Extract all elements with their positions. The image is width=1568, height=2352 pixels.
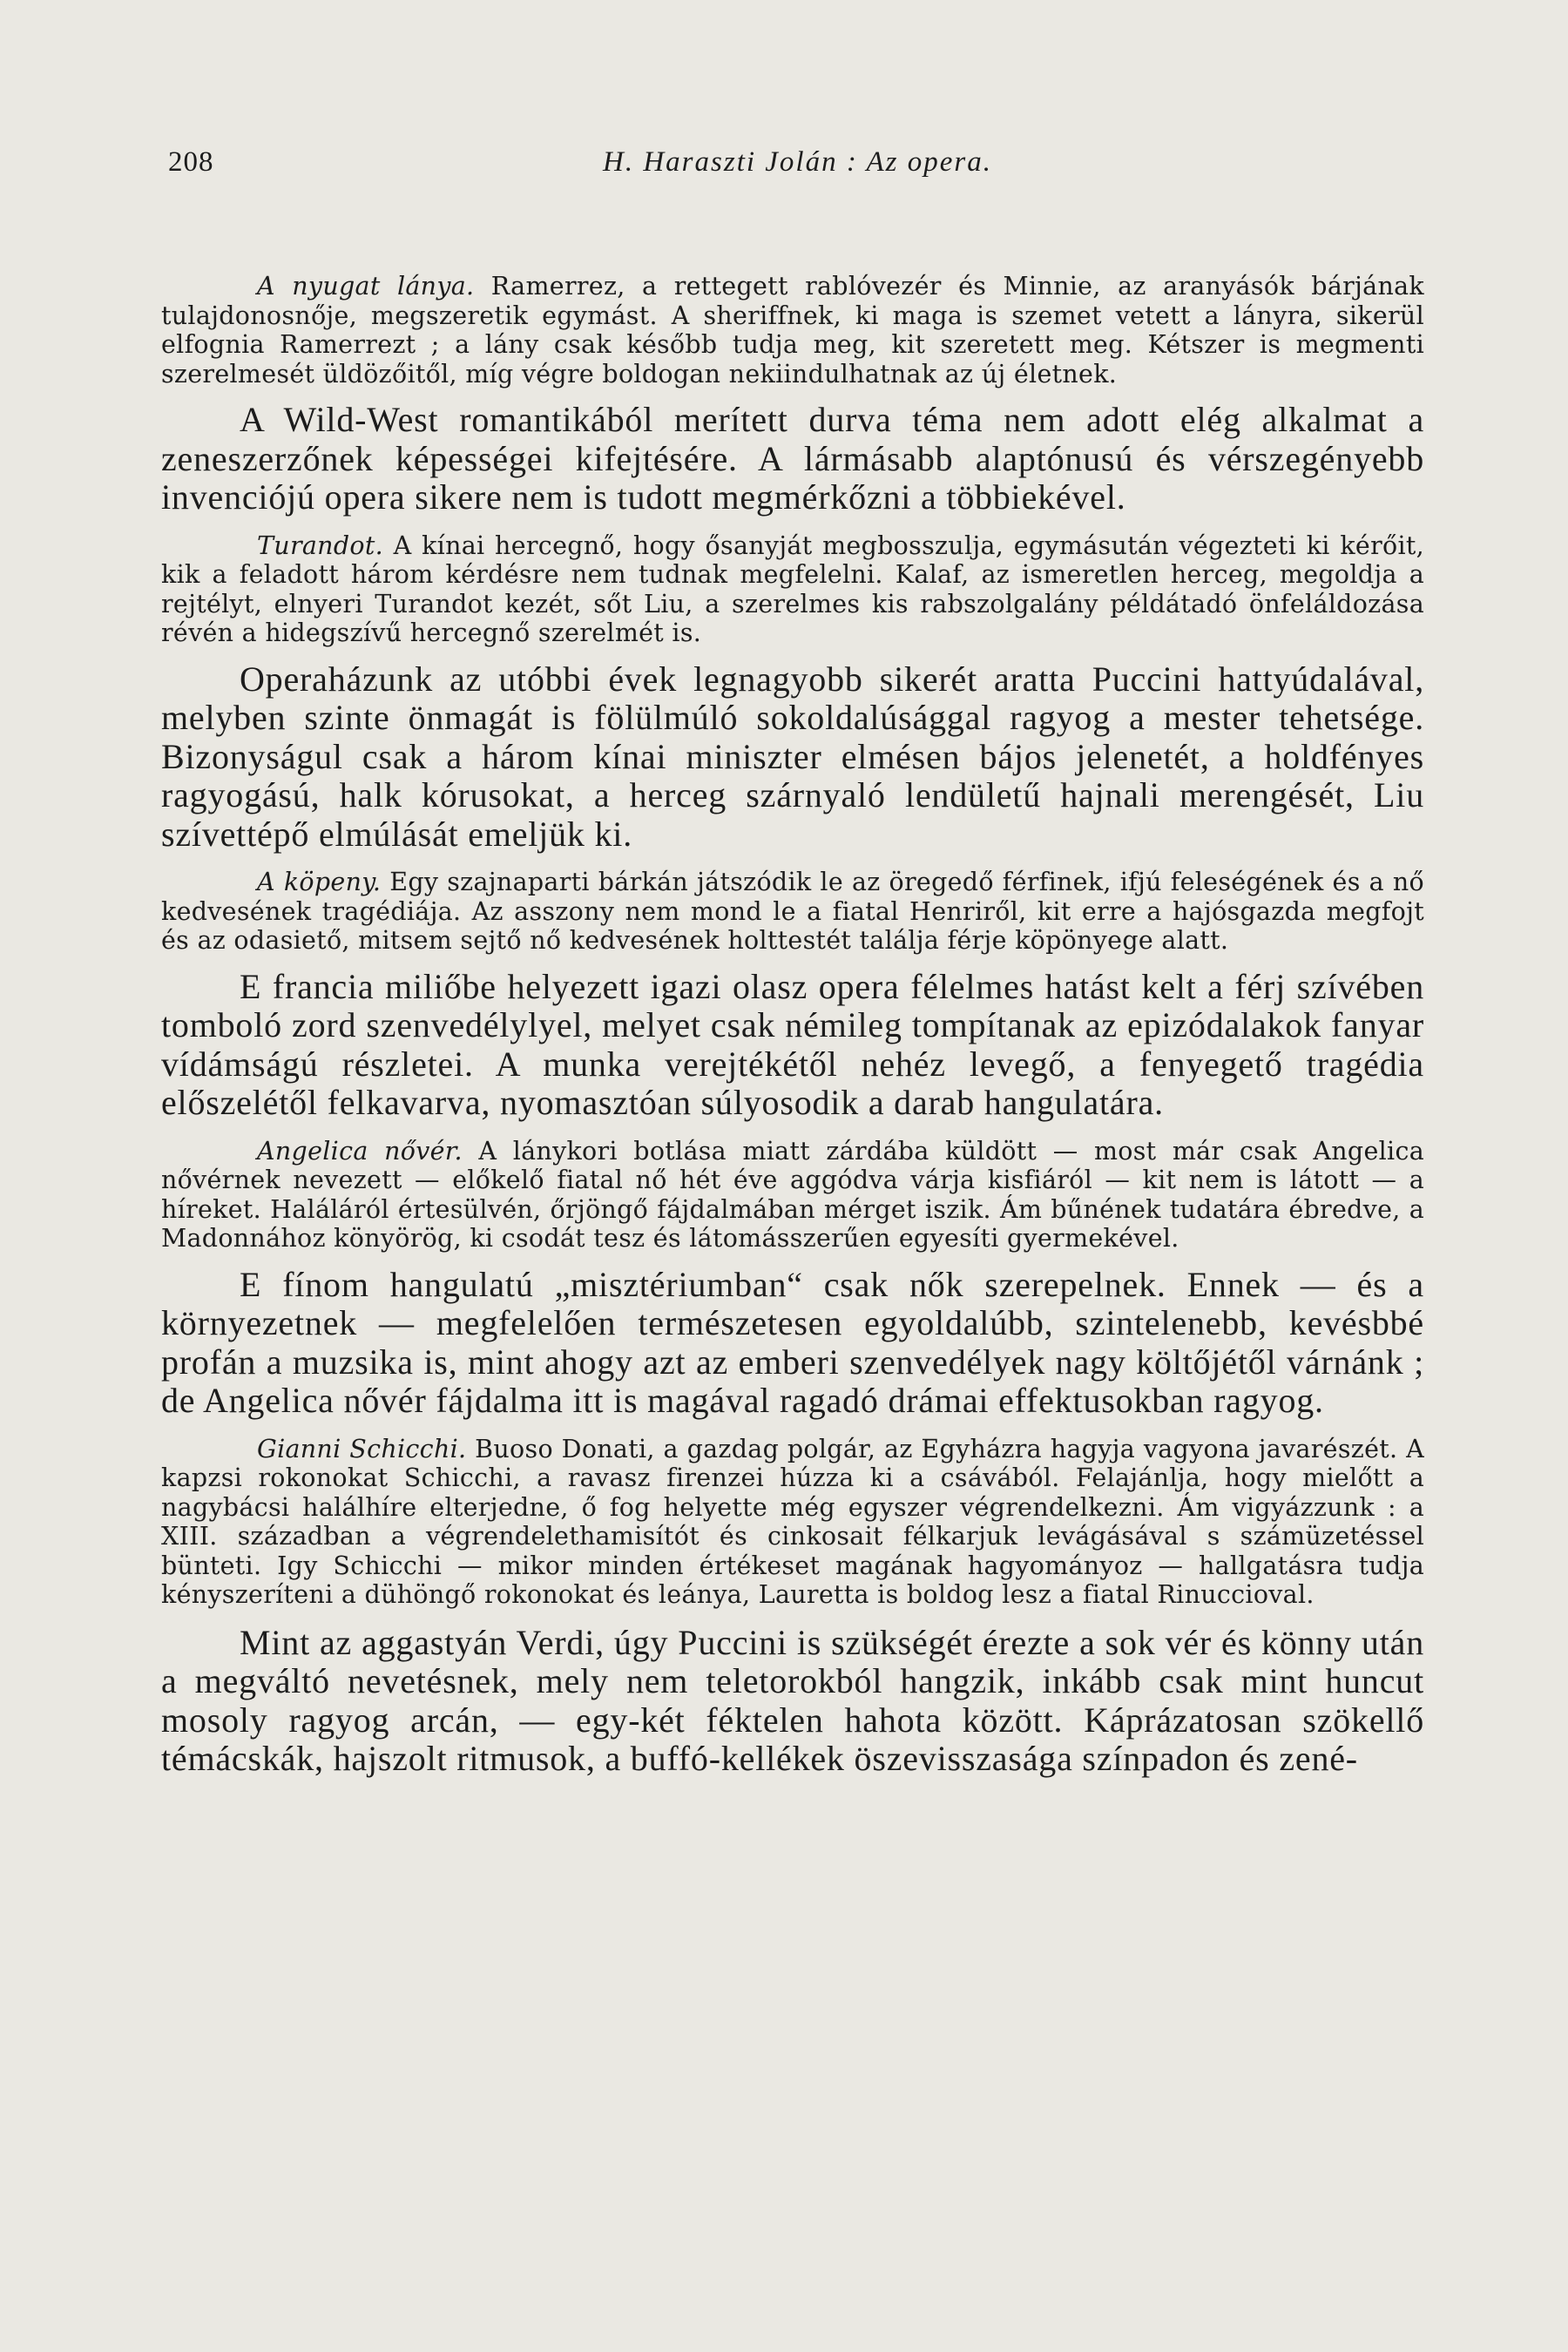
body-paragraph: A Wild-West romantikából merített durva téma nem adott elég alkalmat a zeneszerzőnek képességei kifejtésére. A lármásabb alaptónusú és vérszegényebb invenciójú opera sikere nem is tudott megmérkőzni a többiekével. (161, 400, 1424, 517)
body-paragraph: Mint az aggastyán Verdi, úgy Puccini is szükségét érezte a sok vér és könny után a megváltó nevetésnek, mely nem teletorokból hangzik, inkább csak mint huncut mosoly ragyog arcán, — egy-két féktelen hahota között. Káprázatosan szökellő témácskák, hajszolt ritmusok, a buffó-kellékek öszevisszasága színpadon és zené- (161, 1622, 1424, 1778)
opera-title: A köpeny. (257, 868, 382, 896)
running-title: H. Haraszti Jolán : Az opera. (603, 146, 992, 178)
synopsis-text: A lánykori botlása miatt zárdába küldött — most már csak Angelica nővérnek nevezett — előkelő fiatal nő hét éve aggódva várja kisfiáról — kit nem is látott — a híreket. Haláláról értesülvén, őrjöngő fájdalmában mérget iszik. Ám bűnének tudatára ébredve, a Madonnához könyörög, ki csodát tesz és látomásszerűen egyesíti gyermekével. (161, 1136, 1424, 1253)
synopsis-text: Ramerrez, a rettegett rablóvezér és Minnie, az aranyásók bárjának tulajdonosnője, megszeretik egymást. A sheriffnek, ki maga is szemet vetett a lányra, sikerül elfognia Ramerrezt ; a lány csak később tudja meg, kit szeretett meg. Kétszer is megmenti szerelmesét üldözőitől, míg végre boldogan nekiindulhatnak az új életnek. (161, 272, 1424, 389)
synopsis-paragraph (161, 272, 1424, 389)
synopsis-text: A kínai hercegnő, hogy ősanyját megbosszulja, egymásután végezteti ki kérőit, kik a feladott három kérdésre nem tudnak megfelelni. Kalaf, az ismeretlen herceg, megoldja a rejtélyt, elnyeri Turandot kezét, sőt Liu, a szerelmes kis rabszolgalány példátadó önfeláldozása révén a hidegszívű hercegnő szerelmét is. (161, 531, 1424, 647)
page-content (161, 272, 1424, 1779)
synopsis-paragraph (161, 531, 1424, 648)
opera-title: Angelica nővér. (257, 1136, 463, 1166)
body-paragraph: E fínom hangulatú „misztériumban“ csak nők szerepelnek. Ennek — és a környezetnek — megfelelően természetesen egyoldalúbb, szintelenebb, kevésbbé profán a muzsika is, mint ahogy azt az emberi szenvedélyek nagy költőjétől várnánk ; de Angelica nővér fájdalma itt is magával ragadó drámai effektusokban ragyog. (161, 1264, 1424, 1420)
opera-title: Gianni Schicchi. (257, 1434, 467, 1463)
body-paragraph: E francia miliőbe helyezett igazi olasz opera félelmes hatást kelt a férj szívében tomboló zord szenvedélylyel, melyet csak némileg tompítanak az epizódalakok fanyar vídámságú részletei. A munka verejtékétől nehéz levegő, a fenyegető tragédia előszelétől felkavarva, nyomasztóan súlyosodik a darab hangulatára. (161, 966, 1424, 1122)
opera-title: Turandot. (257, 531, 383, 560)
synopsis-text: Egy szajnaparti bárkán játszódik le az öregedő férfinek, ifjú feleségének és a nő kedvesének tragédiája. Az asszony nem mond le a fiatal Henriről, kit erre a hajósgazda megfojt és az odasiető, mitsem sejtő nő kedvesének holttestét találja férje köpönyege alatt. (161, 868, 1424, 955)
synopsis-paragraph (161, 868, 1424, 956)
page-header (168, 146, 1427, 190)
synopsis-paragraph (161, 1435, 1424, 1610)
synopsis-paragraph (161, 1137, 1424, 1254)
page-number: 208 (168, 146, 214, 178)
synopsis-text: Buoso Donati, a gazdag polgár, az Egyházra hagyja vagyona javarészét. A kapzsi rokonokat Schicchi, a ravasz firenzei húzza ki a csávából. Felajánlja, hogy mielőtt a nagybácsi halálhíre elterjedne, ő fog helyette még egyszer végrendelkezni. Ám vigyázzunk : a XIII. században a végrendelethamisítót és cinkosait félkarjuk levágásával s számüzetéssel bünteti. Igy Schicchi — mikor minden értékeset magának hagyományoz — hallgatásra tudja kényszeríteni a dühöngő rokonokat és leánya, Lauretta is boldog lesz a fiatal Rinuccioval. (161, 1434, 1425, 1609)
opera-title: A nyugat lánya. (257, 272, 475, 301)
body-paragraph: Operaházunk az utóbbi évek legnagyobb sikerét aratta Puccini hattyúdalával, melyben szinte önmagát is fölülmúló sokoldalúsággal ragyog a mester tehetsége. Bizonyságul csak a három kínai miniszter elmésen bájos jelenetét, a holdfényes ragyogású, halk kórusokat, a herceg szárnyaló lendületű hajnali merengését, Liu szívettépő elmúlását emeljük ki. (161, 659, 1424, 854)
